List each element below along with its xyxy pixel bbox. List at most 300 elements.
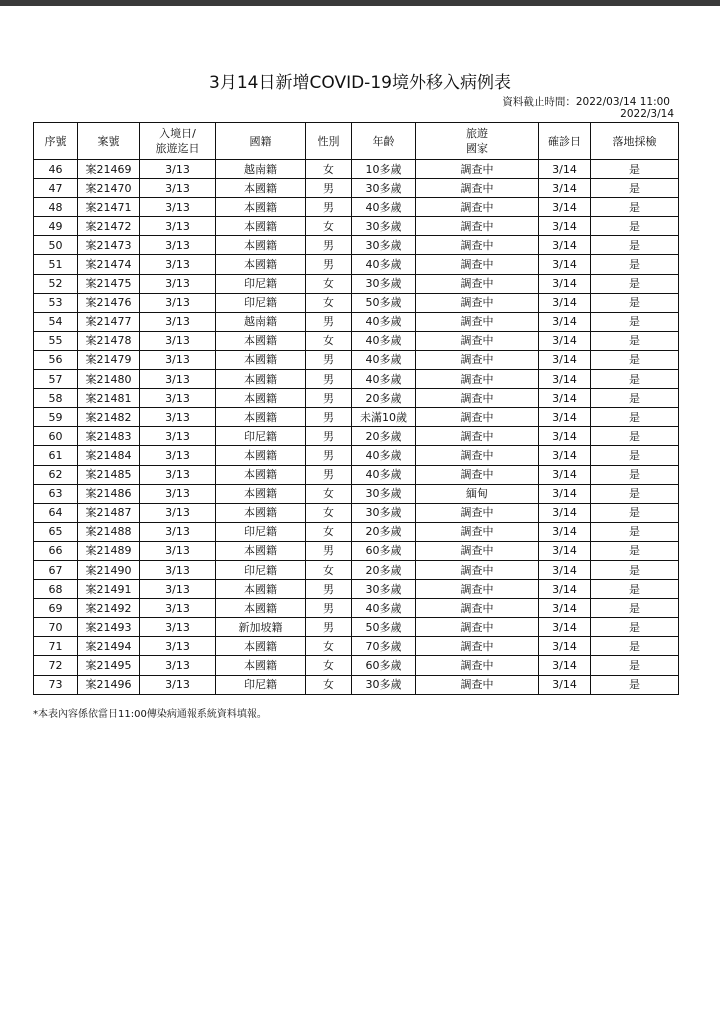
- cell-travel-country: 調查中: [416, 331, 539, 350]
- cell-serial: 46: [34, 160, 78, 179]
- header-text: 確診日: [548, 134, 581, 148]
- cell-case-number: 案21492: [78, 599, 140, 618]
- cell-sex: 男: [306, 465, 352, 484]
- cell-case-number: 案21489: [78, 541, 140, 560]
- cell-age: 60多歲: [352, 656, 416, 675]
- cell-entry-date: 3/13: [140, 503, 216, 522]
- cell-entry-date: 3/13: [140, 427, 216, 446]
- cell-arrival-test: 是: [591, 331, 679, 350]
- header-text: 旅遊迄日: [155, 142, 200, 155]
- cell-sex: 男: [306, 350, 352, 369]
- cell-nationality: 本國籍: [216, 580, 306, 599]
- header-col-nationality: [216, 123, 306, 160]
- cell-confirm-date: 3/14: [539, 274, 591, 293]
- cell-case-number: 案21494: [78, 637, 140, 656]
- cell-nationality: 本國籍: [216, 599, 306, 618]
- cell-serial: 65: [34, 522, 78, 541]
- table-header-row: [34, 123, 679, 160]
- table-row: [34, 484, 679, 503]
- cell-arrival-test: 是: [591, 160, 679, 179]
- cell-entry-date: 3/13: [140, 217, 216, 236]
- cell-case-number: 案21488: [78, 522, 140, 541]
- header-text: 落地採檢: [612, 134, 657, 148]
- cell-arrival-test: 是: [591, 236, 679, 255]
- cell-sex: 女: [306, 274, 352, 293]
- cell-arrival-test: 是: [591, 560, 679, 579]
- table-row: [34, 599, 679, 618]
- cell-sex: 女: [306, 503, 352, 522]
- cell-confirm-date: 3/14: [539, 179, 591, 198]
- cell-sex: 女: [306, 675, 352, 694]
- table-row: [34, 618, 679, 637]
- cell-arrival-test: 是: [591, 293, 679, 312]
- cell-case-number: 案21493: [78, 618, 140, 637]
- cell-nationality: 本國籍: [216, 350, 306, 369]
- cell-case-number: 案21483: [78, 427, 140, 446]
- header-text: 國家: [466, 142, 488, 155]
- report-date: 2022/3/14: [620, 108, 674, 120]
- cell-nationality: 本國籍: [216, 637, 306, 656]
- cell-entry-date: 3/13: [140, 274, 216, 293]
- cell-confirm-date: 3/14: [539, 465, 591, 484]
- table-row: [34, 465, 679, 484]
- cell-serial: 50: [34, 236, 78, 255]
- cell-travel-country: 調查中: [416, 198, 539, 217]
- cell-sex: 男: [306, 179, 352, 198]
- cell-entry-date: 3/13: [140, 446, 216, 465]
- document-page: [0, 6, 720, 1012]
- cell-arrival-test: 是: [591, 312, 679, 331]
- cell-sex: 男: [306, 198, 352, 217]
- cell-sex: 男: [306, 389, 352, 408]
- cell-age: 50多歲: [352, 618, 416, 637]
- cell-travel-country: 調查中: [416, 446, 539, 465]
- cell-age: 30多歲: [352, 675, 416, 694]
- cell-entry-date: 3/13: [140, 350, 216, 369]
- cell-age: 10多歲: [352, 160, 416, 179]
- cell-nationality: 本國籍: [216, 236, 306, 255]
- table-row: [34, 637, 679, 656]
- cell-nationality: 印尼籍: [216, 560, 306, 579]
- cell-age: 60多歲: [352, 541, 416, 560]
- cell-travel-country: 調查中: [416, 560, 539, 579]
- table-row: [34, 408, 679, 427]
- header-text: 序號: [44, 134, 67, 148]
- cell-case-number: 案21478: [78, 331, 140, 350]
- cell-entry-date: 3/13: [140, 331, 216, 350]
- cell-entry-date: 3/13: [140, 465, 216, 484]
- cell-entry-date: 3/13: [140, 656, 216, 675]
- cell-age: 40多歲: [352, 465, 416, 484]
- cell-age: 40多歲: [352, 312, 416, 331]
- table-row: [34, 217, 679, 236]
- cell-travel-country: 緬甸: [416, 484, 539, 503]
- cell-serial: 56: [34, 350, 78, 369]
- table-row: [34, 198, 679, 217]
- cell-entry-date: 3/13: [140, 389, 216, 408]
- cell-nationality: 新加坡籍: [216, 618, 306, 637]
- table-row: [34, 350, 679, 369]
- cell-age: 40多歲: [352, 599, 416, 618]
- cell-nationality: 本國籍: [216, 370, 306, 389]
- cell-case-number: 案21485: [78, 465, 140, 484]
- cell-travel-country: 調查中: [416, 541, 539, 560]
- cell-travel-country: 調查中: [416, 618, 539, 637]
- cell-travel-country: 調查中: [416, 217, 539, 236]
- cell-confirm-date: 3/14: [539, 503, 591, 522]
- cell-confirm-date: 3/14: [539, 217, 591, 236]
- table-row: [34, 427, 679, 446]
- cell-sex: 女: [306, 217, 352, 236]
- cell-sex: 女: [306, 522, 352, 541]
- cell-nationality: 印尼籍: [216, 293, 306, 312]
- cell-age: 30多歲: [352, 217, 416, 236]
- cell-entry-date: 3/13: [140, 160, 216, 179]
- cell-confirm-date: 3/14: [539, 675, 591, 694]
- cell-confirm-date: 3/14: [539, 160, 591, 179]
- cell-arrival-test: 是: [591, 370, 679, 389]
- cell-case-number: 案21482: [78, 408, 140, 427]
- cell-confirm-date: 3/14: [539, 541, 591, 560]
- cell-case-number: 案21486: [78, 484, 140, 503]
- cell-age: 20多歲: [352, 389, 416, 408]
- cell-travel-country: 調查中: [416, 656, 539, 675]
- table-row: [34, 503, 679, 522]
- cell-sex: 男: [306, 408, 352, 427]
- cell-serial: 47: [34, 179, 78, 198]
- footnote: *本表內容係依當日11:00傳染病通報系統資料填報。: [33, 709, 267, 720]
- cell-travel-country: 調查中: [416, 580, 539, 599]
- cell-travel-country: 調查中: [416, 522, 539, 541]
- cell-travel-country: 調查中: [416, 408, 539, 427]
- cell-serial: 71: [34, 637, 78, 656]
- cell-age: 30多歲: [352, 236, 416, 255]
- cell-serial: 49: [34, 217, 78, 236]
- cell-serial: 54: [34, 312, 78, 331]
- cell-case-number: 案21472: [78, 217, 140, 236]
- cell-entry-date: 3/13: [140, 541, 216, 560]
- cell-case-number: 案21470: [78, 179, 140, 198]
- header-col-confirm-date: [539, 123, 591, 160]
- cell-nationality: 印尼籍: [216, 675, 306, 694]
- cell-serial: 58: [34, 389, 78, 408]
- cell-nationality: 本國籍: [216, 541, 306, 560]
- cell-entry-date: 3/13: [140, 408, 216, 427]
- cell-arrival-test: 是: [591, 179, 679, 198]
- data-cutoff-time: 資料截止時間：2022/03/14 11:00: [502, 96, 670, 108]
- cell-age: 40多歲: [352, 255, 416, 274]
- cell-arrival-test: 是: [591, 217, 679, 236]
- table-row: [34, 446, 679, 465]
- cell-travel-country: 調查中: [416, 637, 539, 656]
- header-text: 年齡: [372, 134, 395, 148]
- cell-arrival-test: 是: [591, 465, 679, 484]
- cell-case-number: 案21473: [78, 236, 140, 255]
- cell-arrival-test: 是: [591, 637, 679, 656]
- cell-sex: 男: [306, 580, 352, 599]
- cell-case-number: 案21484: [78, 446, 140, 465]
- table-row: [34, 293, 679, 312]
- cell-case-number: 案21481: [78, 389, 140, 408]
- imported-cases-table: [33, 122, 679, 695]
- table-row: [34, 331, 679, 350]
- cell-age: 30多歲: [352, 580, 416, 599]
- cell-entry-date: 3/13: [140, 236, 216, 255]
- cell-nationality: 本國籍: [216, 179, 306, 198]
- cell-serial: 53: [34, 293, 78, 312]
- cell-age: 40多歲: [352, 198, 416, 217]
- cell-arrival-test: 是: [591, 484, 679, 503]
- cell-entry-date: 3/13: [140, 522, 216, 541]
- cell-entry-date: 3/13: [140, 484, 216, 503]
- header-col-arrival-test: [591, 123, 679, 160]
- cell-arrival-test: 是: [591, 580, 679, 599]
- cell-travel-country: 調查中: [416, 312, 539, 331]
- cell-sex: 男: [306, 255, 352, 274]
- cell-age: 40多歲: [352, 350, 416, 369]
- page-title: 3月14日新增COVID-19境外移入病例表: [209, 73, 511, 93]
- cell-travel-country: 調查中: [416, 255, 539, 274]
- cell-travel-country: 調查中: [416, 675, 539, 694]
- cell-nationality: 本國籍: [216, 465, 306, 484]
- cell-sex: 女: [306, 484, 352, 503]
- cell-entry-date: 3/13: [140, 599, 216, 618]
- cell-entry-date: 3/13: [140, 675, 216, 694]
- cell-case-number: 案21476: [78, 293, 140, 312]
- table-row: [34, 675, 679, 694]
- cell-case-number: 案21487: [78, 503, 140, 522]
- cell-serial: 69: [34, 599, 78, 618]
- cell-age: 未滿10歲: [352, 408, 416, 427]
- cell-nationality: 本國籍: [216, 408, 306, 427]
- cell-travel-country: 調查中: [416, 293, 539, 312]
- cell-arrival-test: 是: [591, 522, 679, 541]
- cell-serial: 52: [34, 274, 78, 293]
- cell-confirm-date: 3/14: [539, 255, 591, 274]
- cell-arrival-test: 是: [591, 427, 679, 446]
- cell-confirm-date: 3/14: [539, 312, 591, 331]
- cell-nationality: 印尼籍: [216, 522, 306, 541]
- cell-confirm-date: 3/14: [539, 637, 591, 656]
- cell-serial: 59: [34, 408, 78, 427]
- cell-confirm-date: 3/14: [539, 331, 591, 350]
- cell-entry-date: 3/13: [140, 312, 216, 331]
- cell-confirm-date: 3/14: [539, 408, 591, 427]
- cell-confirm-date: 3/14: [539, 293, 591, 312]
- header-col-sex: [306, 123, 352, 160]
- cell-arrival-test: 是: [591, 274, 679, 293]
- cell-serial: 57: [34, 370, 78, 389]
- table-row: [34, 312, 679, 331]
- cell-serial: 60: [34, 427, 78, 446]
- cell-entry-date: 3/13: [140, 293, 216, 312]
- cell-serial: 64: [34, 503, 78, 522]
- cell-serial: 48: [34, 198, 78, 217]
- table-row: [34, 656, 679, 675]
- cell-serial: 51: [34, 255, 78, 274]
- table-row: [34, 580, 679, 599]
- cell-arrival-test: 是: [591, 541, 679, 560]
- cell-nationality: 越南籍: [216, 312, 306, 331]
- cell-confirm-date: 3/14: [539, 236, 591, 255]
- cell-age: 30多歲: [352, 274, 416, 293]
- cell-travel-country: 調查中: [416, 503, 539, 522]
- cell-arrival-test: 是: [591, 408, 679, 427]
- cell-nationality: 本國籍: [216, 656, 306, 675]
- cell-confirm-date: 3/14: [539, 198, 591, 217]
- cell-serial: 61: [34, 446, 78, 465]
- cell-arrival-test: 是: [591, 350, 679, 369]
- cell-sex: 女: [306, 293, 352, 312]
- cell-case-number: 案21477: [78, 312, 140, 331]
- cell-sex: 女: [306, 331, 352, 350]
- cell-confirm-date: 3/14: [539, 618, 591, 637]
- cell-arrival-test: 是: [591, 446, 679, 465]
- cell-sex: 男: [306, 427, 352, 446]
- cell-confirm-date: 3/14: [539, 350, 591, 369]
- cell-travel-country: 調查中: [416, 179, 539, 198]
- header-text: 案號: [97, 134, 120, 148]
- header-text: 國籍: [249, 134, 272, 148]
- cell-case-number: 案21491: [78, 580, 140, 599]
- cell-confirm-date: 3/14: [539, 560, 591, 579]
- cell-age: 40多歲: [352, 446, 416, 465]
- cell-age: 30多歲: [352, 484, 416, 503]
- cell-case-number: 案21480: [78, 370, 140, 389]
- table-row: [34, 522, 679, 541]
- cell-age: 20多歲: [352, 560, 416, 579]
- cell-age: 30多歲: [352, 179, 416, 198]
- header-col-entry-date: [140, 123, 216, 160]
- cell-case-number: 案21479: [78, 350, 140, 369]
- table-row: [34, 255, 679, 274]
- cell-nationality: 本國籍: [216, 217, 306, 236]
- cell-case-number: 案21490: [78, 560, 140, 579]
- header-col-travel-country: [416, 123, 539, 160]
- cell-nationality: 越南籍: [216, 160, 306, 179]
- cell-serial: 70: [34, 618, 78, 637]
- cell-arrival-test: 是: [591, 675, 679, 694]
- cell-nationality: 本國籍: [216, 255, 306, 274]
- cell-sex: 男: [306, 370, 352, 389]
- cell-sex: 女: [306, 160, 352, 179]
- table-row: [34, 179, 679, 198]
- cell-age: 70多歲: [352, 637, 416, 656]
- cell-case-number: 案21474: [78, 255, 140, 274]
- cell-entry-date: 3/13: [140, 618, 216, 637]
- cell-arrival-test: 是: [591, 389, 679, 408]
- cell-case-number: 案21475: [78, 274, 140, 293]
- cell-sex: 男: [306, 236, 352, 255]
- cell-sex: 男: [306, 312, 352, 331]
- cell-nationality: 印尼籍: [216, 427, 306, 446]
- cell-entry-date: 3/13: [140, 560, 216, 579]
- cell-nationality: 本國籍: [216, 503, 306, 522]
- cell-sex: 女: [306, 637, 352, 656]
- cell-sex: 男: [306, 599, 352, 618]
- cell-confirm-date: 3/14: [539, 599, 591, 618]
- cell-serial: 68: [34, 580, 78, 599]
- cell-arrival-test: 是: [591, 198, 679, 217]
- cell-travel-country: 調查中: [416, 599, 539, 618]
- cell-travel-country: 調查中: [416, 274, 539, 293]
- cell-confirm-date: 3/14: [539, 427, 591, 446]
- cell-case-number: 案21471: [78, 198, 140, 217]
- table-row: [34, 370, 679, 389]
- cell-travel-country: 調查中: [416, 160, 539, 179]
- cell-arrival-test: 是: [591, 503, 679, 522]
- table-row: [34, 236, 679, 255]
- table-row: [34, 389, 679, 408]
- cell-arrival-test: 是: [591, 618, 679, 637]
- cell-case-number: 案21495: [78, 656, 140, 675]
- cell-confirm-date: 3/14: [539, 656, 591, 675]
- cell-arrival-test: 是: [591, 656, 679, 675]
- cell-sex: 男: [306, 618, 352, 637]
- cell-case-number: 案21496: [78, 675, 140, 694]
- cell-case-number: 案21469: [78, 160, 140, 179]
- cell-confirm-date: 3/14: [539, 389, 591, 408]
- header-col-case-number: [78, 123, 140, 160]
- cell-confirm-date: 3/14: [539, 580, 591, 599]
- cell-travel-country: 調查中: [416, 465, 539, 484]
- cell-age: 20多歲: [352, 522, 416, 541]
- header-col-serial: [34, 123, 78, 160]
- cell-serial: 62: [34, 465, 78, 484]
- cell-confirm-date: 3/14: [539, 522, 591, 541]
- cell-travel-country: 調查中: [416, 427, 539, 446]
- cell-serial: 73: [34, 675, 78, 694]
- cell-serial: 66: [34, 541, 78, 560]
- cell-confirm-date: 3/14: [539, 446, 591, 465]
- table-body: [34, 160, 679, 695]
- cell-entry-date: 3/13: [140, 370, 216, 389]
- cell-sex: 女: [306, 560, 352, 579]
- cell-arrival-test: 是: [591, 599, 679, 618]
- cell-entry-date: 3/13: [140, 580, 216, 599]
- cell-age: 40多歲: [352, 331, 416, 350]
- cell-nationality: 本國籍: [216, 484, 306, 503]
- cell-confirm-date: 3/14: [539, 370, 591, 389]
- cell-nationality: 本國籍: [216, 389, 306, 408]
- cell-sex: 男: [306, 541, 352, 560]
- header-text: 旅遊: [466, 127, 488, 140]
- cell-serial: 72: [34, 656, 78, 675]
- cell-entry-date: 3/13: [140, 255, 216, 274]
- cell-age: 20多歲: [352, 427, 416, 446]
- cell-serial: 67: [34, 560, 78, 579]
- cell-sex: 女: [306, 656, 352, 675]
- cell-travel-country: 調查中: [416, 350, 539, 369]
- cell-entry-date: 3/13: [140, 637, 216, 656]
- cell-travel-country: 調查中: [416, 370, 539, 389]
- table-row: [34, 560, 679, 579]
- header-col-age: [352, 123, 416, 160]
- cell-arrival-test: 是: [591, 255, 679, 274]
- cell-nationality: 印尼籍: [216, 274, 306, 293]
- cell-confirm-date: 3/14: [539, 484, 591, 503]
- cell-entry-date: 3/13: [140, 179, 216, 198]
- cell-age: 30多歲: [352, 503, 416, 522]
- cell-sex: 男: [306, 446, 352, 465]
- cell-age: 50多歲: [352, 293, 416, 312]
- header-text: 性別: [317, 134, 340, 148]
- cell-nationality: 本國籍: [216, 198, 306, 217]
- cell-nationality: 本國籍: [216, 446, 306, 465]
- cell-serial: 55: [34, 331, 78, 350]
- cell-nationality: 本國籍: [216, 331, 306, 350]
- table-row: [34, 541, 679, 560]
